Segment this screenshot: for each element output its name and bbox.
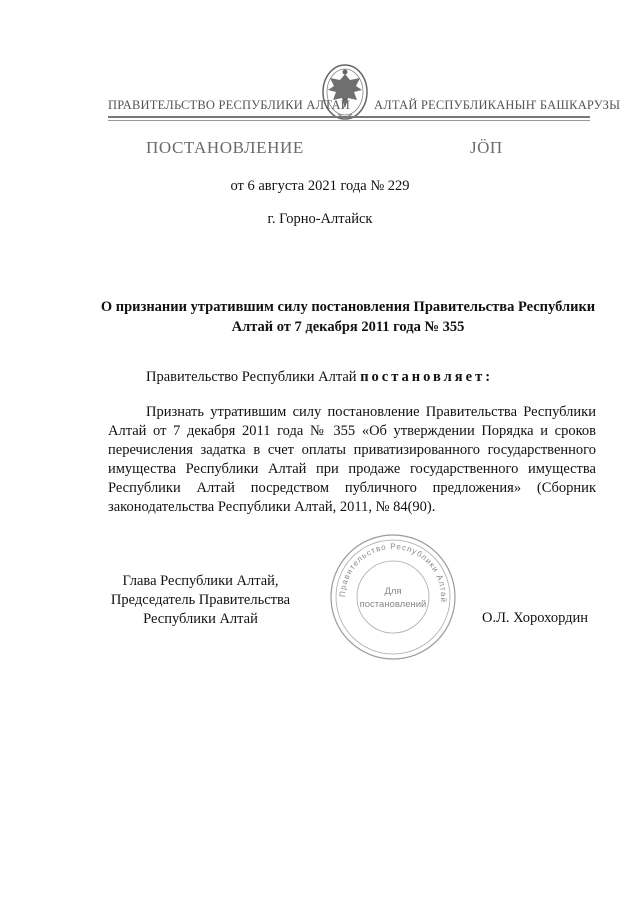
government-name-ru: ПРАВИТЕЛЬСТВО РЕСПУБЛИКИ АЛТАЙ (108, 98, 350, 112)
preamble (146, 369, 493, 386)
header-rule-thin (108, 120, 590, 121)
doc-type-altai: ЈӦП (470, 138, 503, 157)
signatory-name: О.Л. Хорохордин (482, 610, 589, 626)
stamp-ring-text: Правительство Республики Алтай (337, 541, 449, 604)
signature-line-1: Глава Республики Алтай, (122, 573, 279, 589)
signature-title (108, 572, 293, 629)
official-stamp (328, 532, 458, 662)
preamble-decides: постановляет: (360, 369, 494, 385)
header-rule (108, 116, 590, 118)
city: г. Горно-Алтайск (267, 211, 373, 227)
date-number: от 6 августа 2021 года № 229 (230, 178, 410, 194)
stamp-center-line1: Для (384, 586, 402, 597)
government-name-altai: АЛТАЙ РЕСПУБЛИКАНЫҤ БАШКАРУЗЫ (374, 98, 621, 112)
signature-line-3: Республики Алтай (143, 611, 258, 627)
doc-type-ru: ПОСТАНОВЛЕНИЕ (146, 138, 304, 157)
preamble-text: Правительство Республики Алтай (146, 369, 357, 385)
document-title: О признании утратившим силу постановления Правительства Республики Алтай от 7 декабря 2011 года № 355 (100, 299, 596, 335)
stamp-center-line2: постановлений (359, 599, 427, 610)
body-paragraph: Признать утратившим силу постановление Правительства Республики Алтай от 7 декабря 2011 года № 355 «Об утверждении Порядка и сроков перечисления задатка в счет оплаты приватизированного государственного имущества Республики Алтай при продаже государственного имущества Республики Алтай посредством публичного предложения» (Сборник законодательства Республики Алтай, 2011, № 84(90). (108, 404, 596, 515)
signature-line-2: Председатель Правительства (110, 592, 291, 608)
